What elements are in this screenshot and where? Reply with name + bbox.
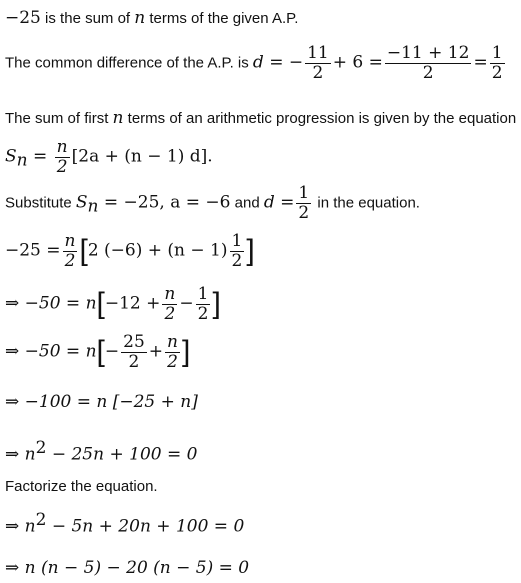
fraction [165, 333, 180, 371]
line-factorize-intro [5, 478, 158, 496]
fraction [63, 232, 78, 270]
math-expr: [2a + (n − 1) d] [71, 146, 208, 167]
line-simplify-3 [5, 392, 198, 412]
math-lhs: −25 = [5, 240, 61, 261]
line-quadratic [5, 438, 197, 464]
denominator: 2 [491, 62, 503, 83]
math-expr: ⇒ n [5, 516, 36, 537]
fraction [230, 232, 245, 270]
fraction [385, 44, 472, 82]
line-common-difference [5, 44, 507, 82]
denominator: 2 [422, 62, 434, 83]
exponent: 2 [35, 438, 47, 458]
fraction [296, 184, 311, 222]
bracket-open: [ [96, 287, 105, 321]
fraction [121, 333, 147, 371]
denominator: 2 [167, 351, 178, 372]
math-expr: ⇒ n (n − 5) − 20 (n − 5) = 0 [5, 558, 250, 578]
denominator: 2 [197, 303, 209, 324]
var-S: S [5, 146, 17, 167]
numerator: 1 [298, 183, 310, 203]
line-substitution-step [5, 232, 255, 270]
subscript-n: n [87, 196, 99, 217]
fraction [162, 285, 177, 323]
text: Factorize the equation. [5, 478, 158, 495]
subscript-n: n [16, 150, 28, 171]
math-expr: d = − [252, 52, 304, 73]
line-factor-groups [5, 558, 249, 578]
var-n: n [134, 8, 146, 28]
bracket-close: ] [212, 287, 221, 321]
bracket-open: [ [79, 234, 88, 268]
math-expr: − 25n + 100 = 0 [46, 444, 198, 465]
math-lhs: ⇒ −50 = n [5, 293, 97, 314]
text: The sum of first [5, 110, 113, 127]
text: is the sum of [40, 10, 135, 27]
math-expr: −12 + [104, 293, 161, 314]
text: The common difference of the A.P. is [5, 54, 253, 72]
math-expr: = −25, a = −6 [98, 192, 231, 213]
numerator: 1 [491, 43, 503, 63]
math-expr: 2 (−6) + (n − 1) [87, 240, 228, 261]
value-sum: −25 [5, 8, 41, 28]
line-sum-statement [5, 8, 298, 28]
denominator: 2 [64, 250, 76, 271]
text: terms of an arithmetic progression is given by the equation [123, 110, 517, 127]
line-simplify-2 [5, 333, 190, 371]
math-expr: ⇒ n [5, 444, 36, 465]
numerator: 25 [123, 332, 145, 352]
line-sum-formula [5, 138, 213, 176]
numerator: 1 [197, 284, 209, 304]
period: . [207, 146, 213, 167]
numerator: n [64, 231, 76, 251]
line-simplify-1 [5, 285, 221, 323]
denominator: 2 [231, 250, 243, 271]
var-S: S [75, 192, 88, 213]
exponent: 2 [35, 510, 47, 530]
math-expr: = [27, 146, 53, 167]
fraction [305, 44, 331, 82]
numerator: n [167, 332, 178, 352]
math-expr: ⇒ −100 = n [−25 + n] [5, 392, 198, 412]
numerator: 1 [231, 231, 243, 251]
denominator: 2 [298, 202, 310, 223]
numerator: −11 + 12 [386, 43, 470, 63]
denominator: 2 [128, 351, 140, 372]
math-expr: d = [263, 192, 295, 213]
fraction [196, 285, 211, 323]
text: Substitute [5, 194, 76, 212]
bracket-open: [ [96, 335, 105, 369]
numerator: n [56, 137, 68, 157]
numerator: 11 [307, 43, 329, 63]
math-lhs: ⇒ −50 = n [5, 341, 97, 362]
math-expr: − [104, 341, 120, 362]
numerator: n [164, 284, 176, 304]
denominator: 2 [164, 303, 176, 324]
var-n: n [112, 108, 124, 128]
math-expr: − [179, 293, 194, 314]
math-expr: = [473, 52, 488, 73]
denominator: 2 [56, 156, 68, 177]
math-expr: + [148, 341, 164, 362]
math-expr: + 6 = [332, 52, 383, 73]
fraction [55, 138, 70, 176]
text: terms of the given A.P. [145, 10, 299, 27]
bracket-close: ] [181, 335, 191, 369]
line-split-middle-term [5, 510, 244, 536]
text: and [230, 194, 264, 212]
fraction [490, 44, 505, 82]
line-substitute [5, 184, 420, 222]
text: in the equation. [313, 194, 420, 212]
math-expr: − 5n + 20n + 100 = 0 [46, 516, 245, 537]
line-sum-formula-intro [5, 108, 516, 128]
denominator: 2 [312, 62, 324, 83]
bracket-close: ] [246, 234, 255, 268]
